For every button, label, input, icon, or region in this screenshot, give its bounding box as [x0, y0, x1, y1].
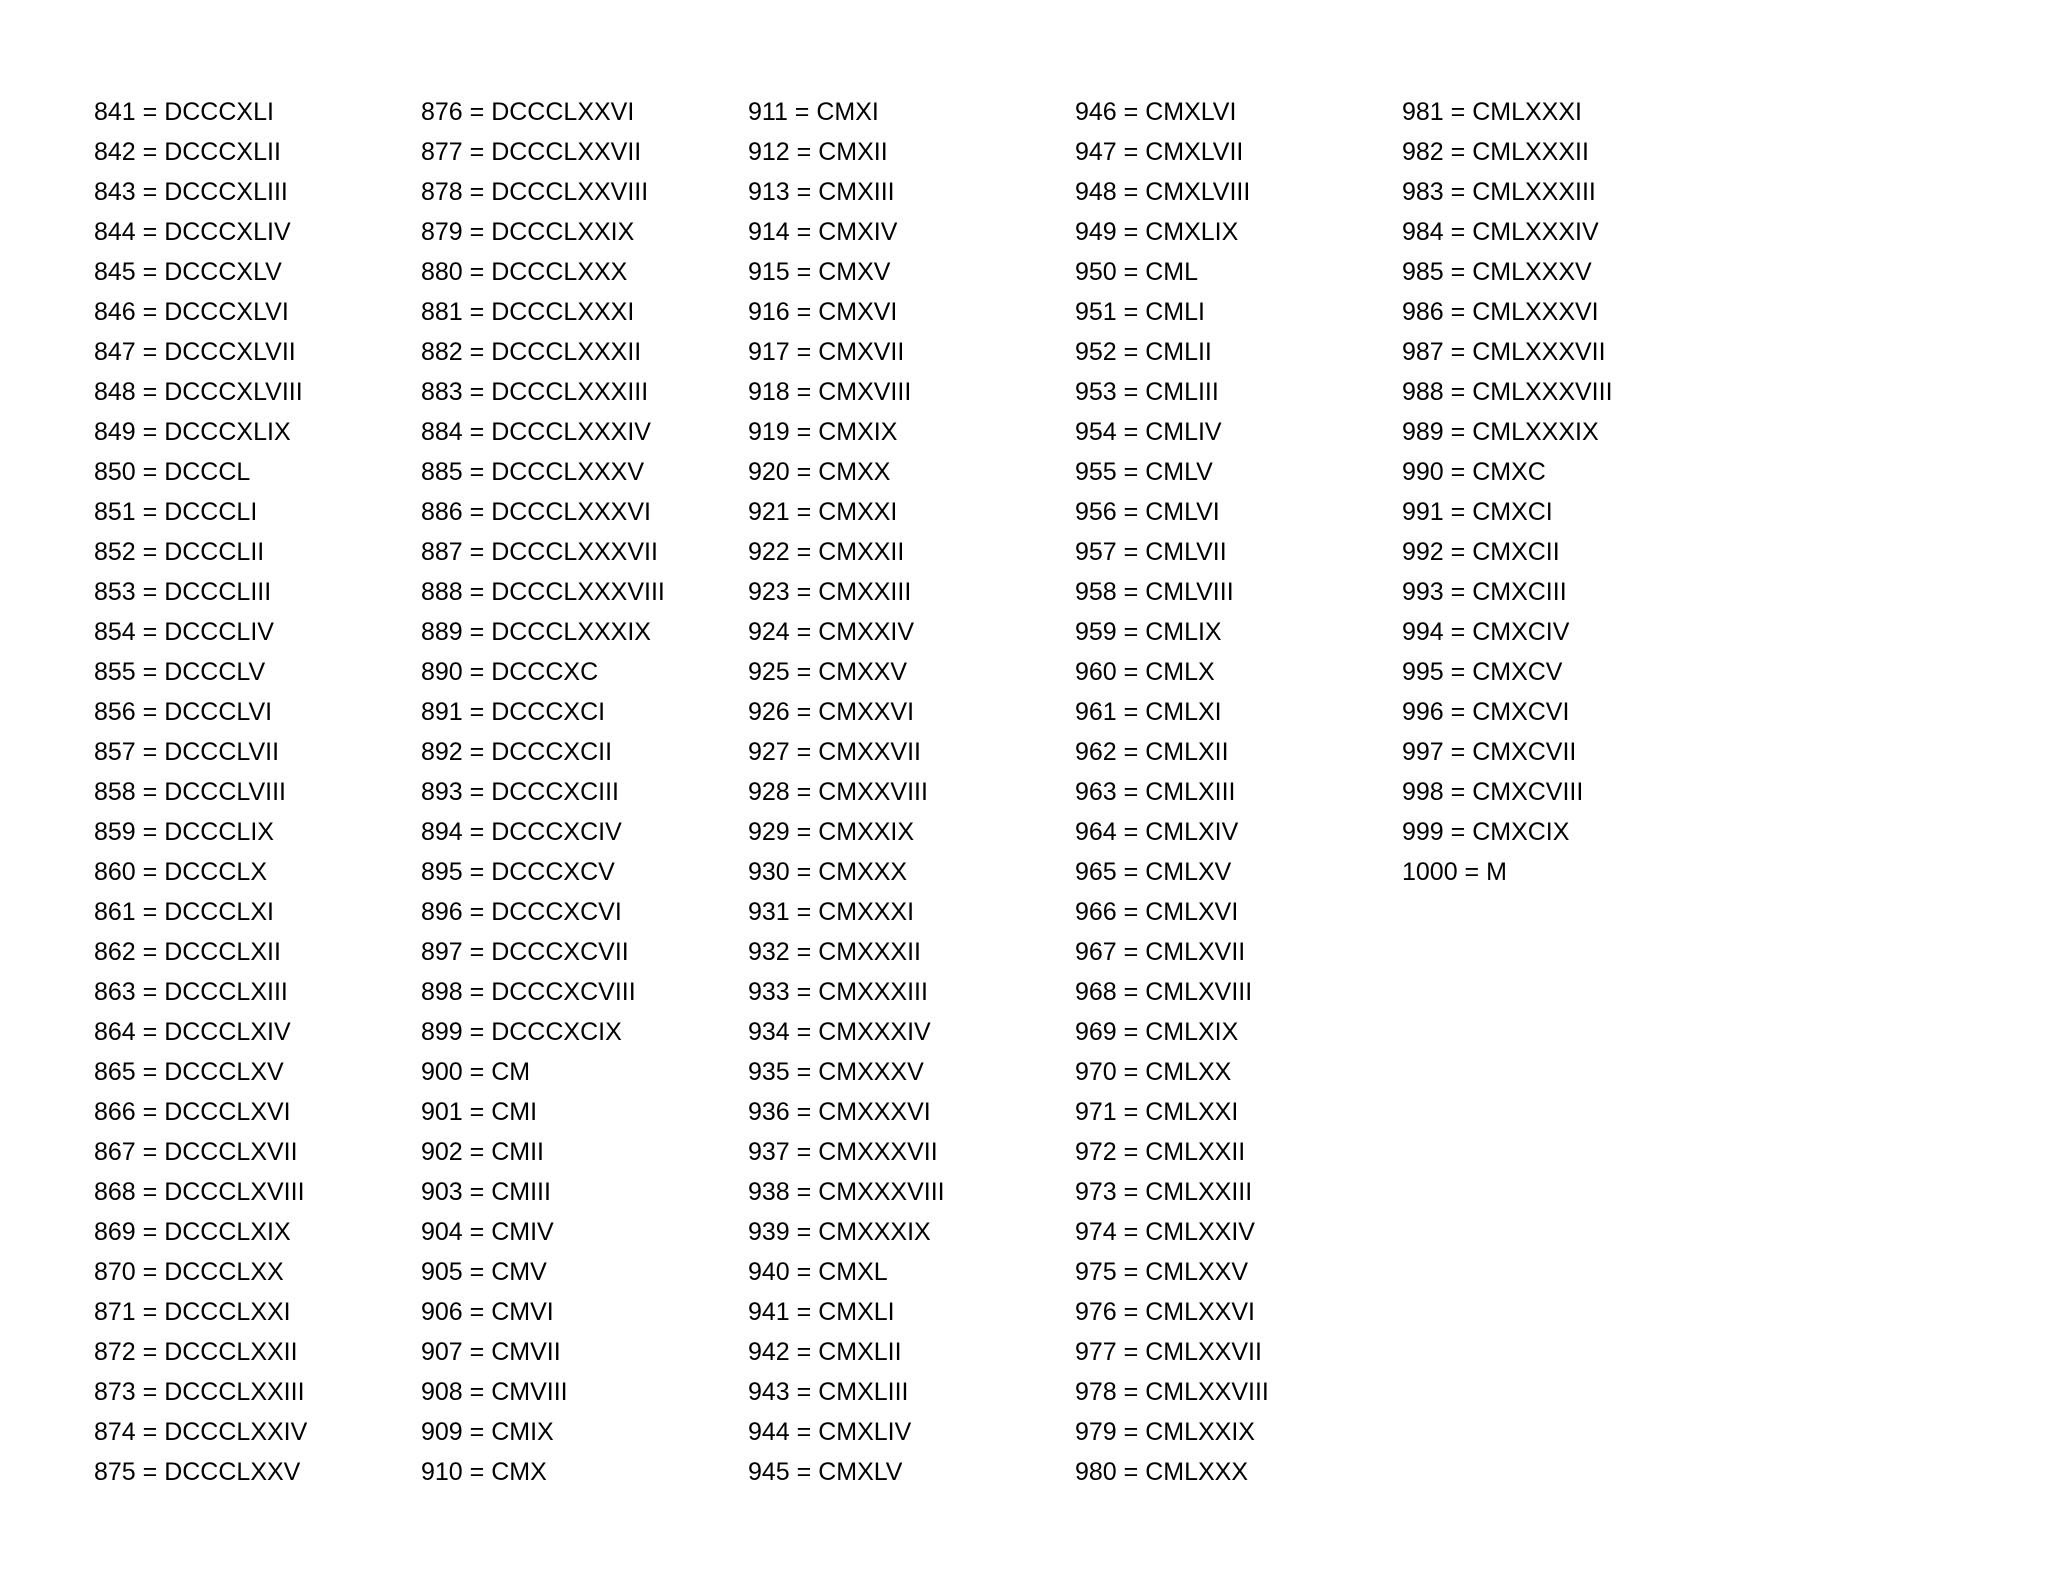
- numeral-entry: 882 = DCCCLXXXII: [421, 338, 642, 366]
- numeral-entry: 976 = CMLXXVI: [1075, 1298, 1255, 1326]
- numeral-entry: 848 = DCCCXLVIII: [94, 378, 303, 406]
- numeral-entry: 905 = CMV: [421, 1258, 547, 1286]
- numeral-entry: 952 = CMLII: [1075, 338, 1212, 366]
- numeral-entry: 844 = DCCCXLIV: [94, 218, 291, 246]
- numeral-entry: 898 = DCCCXCVIII: [421, 978, 636, 1006]
- numeral-entry: 985 = CMLXXXV: [1402, 258, 1592, 286]
- numeral-entry: 988 = CMLXXXVIII: [1402, 378, 1613, 406]
- numeral-entry: 993 = CMXCIII: [1402, 578, 1567, 606]
- numeral-entry: 931 = CMXXXI: [748, 898, 915, 926]
- numeral-entry: 954 = CMLIV: [1075, 418, 1222, 446]
- numeral-entry: 900 = CM: [421, 1058, 531, 1086]
- numeral-entry: 947 = CMXLVII: [1075, 138, 1244, 166]
- numeral-entry: 867 = DCCCLXVII: [94, 1138, 298, 1166]
- numeral-entry: 913 = CMXIII: [748, 178, 895, 206]
- numeral-entry: 932 = CMXXXII: [748, 938, 921, 966]
- numeral-entry: 955 = CMLV: [1075, 458, 1213, 486]
- numeral-entry: 950 = CML: [1075, 258, 1198, 286]
- numeral-entry: 951 = CMLI: [1075, 298, 1205, 326]
- numeral-entry: 987 = CMLXXXVII: [1402, 338, 1606, 366]
- numeral-entry: 850 = DCCCL: [94, 458, 251, 486]
- numeral-entry: 981 = CMLXXXI: [1402, 98, 1582, 126]
- numeral-entry: 921 = CMXXI: [748, 498, 898, 526]
- numeral-entry: 888 = DCCCLXXXVIII: [421, 578, 665, 606]
- numeral-entry: 990 = CMXC: [1402, 458, 1546, 486]
- numeral-entry: 937 = CMXXXVII: [748, 1138, 938, 1166]
- numeral-entry: 924 = CMXXIV: [748, 618, 915, 646]
- numeral-entry: 984 = CMLXXXIV: [1402, 218, 1599, 246]
- numeral-entry: 876 = DCCCLXXVI: [421, 98, 635, 126]
- numeral-entry: 858 = DCCCLVIII: [94, 778, 286, 806]
- numeral-entry: 970 = CMLXX: [1075, 1058, 1232, 1086]
- numeral-entry: 884 = DCCCLXXXIV: [421, 418, 651, 446]
- numeral-entry: 899 = DCCCXCIX: [421, 1018, 622, 1046]
- numeral-entry: 871 = DCCCLXXI: [94, 1298, 291, 1326]
- numeral-entry: 875 = DCCCLXXV: [94, 1458, 301, 1486]
- numeral-entry: 933 = CMXXXIII: [748, 978, 928, 1006]
- numeral-entry: 972 = CMLXXII: [1075, 1138, 1246, 1166]
- numeral-entry: 974 = CMLXXIV: [1075, 1218, 1255, 1246]
- numeral-entry: 855 = DCCCLV: [94, 658, 266, 686]
- numeral-entry: 906 = CMVI: [421, 1298, 554, 1326]
- numeral-entry: 881 = DCCCLXXXI: [421, 298, 635, 326]
- numeral-entry: 957 = CMLVII: [1075, 538, 1227, 566]
- numeral-entry: 944 = CMXLIV: [748, 1418, 912, 1446]
- numeral-entry: 971 = CMLXXI: [1075, 1098, 1239, 1126]
- numeral-entry: 842 = DCCCXLII: [94, 138, 281, 166]
- numeral-entry: 959 = CMLIX: [1075, 618, 1222, 646]
- numeral-entry: 938 = CMXXXVIII: [748, 1178, 945, 1206]
- numeral-entry: 935 = CMXXXV: [748, 1058, 924, 1086]
- numeral-entry: 919 = CMXIX: [748, 418, 898, 446]
- numeral-entry: 862 = DCCCLXII: [94, 938, 281, 966]
- numeral-entry: 977 = CMLXXVII: [1075, 1338, 1262, 1366]
- numeral-entry: 865 = DCCCLXV: [94, 1058, 284, 1086]
- roman-numeral-table: [94, 92, 1729, 1492]
- numeral-entry: 854 = DCCCLIV: [94, 618, 274, 646]
- numeral-entry: 895 = DCCCXCV: [421, 858, 615, 886]
- numeral-column-1: [94, 92, 421, 1492]
- numeral-entry: 887 = DCCCLXXXVII: [421, 538, 658, 566]
- numeral-entry: 934 = CMXXXIV: [748, 1018, 931, 1046]
- numeral-entry: 992 = CMXCII: [1402, 538, 1560, 566]
- numeral-entry: 961 = CMLXI: [1075, 698, 1222, 726]
- numeral-entry: 892 = DCCCXCII: [421, 738, 613, 766]
- numeral-entry: 995 = CMXCV: [1402, 658, 1563, 686]
- numeral-entry: 996 = CMXCVI: [1402, 698, 1570, 726]
- numeral-entry: 917 = CMXVII: [748, 338, 905, 366]
- numeral-entry: 910 = CMX: [421, 1458, 547, 1486]
- numeral-entry: 869 = DCCCLXIX: [94, 1218, 291, 1246]
- numeral-entry: 949 = CMXLIX: [1075, 218, 1239, 246]
- numeral-entry: 936 = CMXXXVI: [748, 1098, 931, 1126]
- numeral-entry: 927 = CMXXVII: [748, 738, 921, 766]
- numeral-entry: 975 = CMLXXV: [1075, 1258, 1249, 1286]
- numeral-entry: 890 = DCCCXC: [421, 658, 599, 686]
- numeral-entry: 989 = CMLXXXIX: [1402, 418, 1599, 446]
- numeral-entry: 916 = CMXVI: [748, 298, 898, 326]
- numeral-entry: 904 = CMIV: [421, 1218, 554, 1246]
- numeral-entry: 918 = CMXVIII: [748, 378, 912, 406]
- numeral-entry: 902 = CMII: [421, 1138, 544, 1166]
- numeral-entry: 962 = CMLXII: [1075, 738, 1229, 766]
- numeral-entry: 941 = CMXLI: [748, 1298, 895, 1326]
- numeral-entry: 856 = DCCCLVI: [94, 698, 273, 726]
- numeral-entry: 845 = DCCCXLV: [94, 258, 282, 286]
- numeral-entry: 991 = CMXCI: [1402, 498, 1553, 526]
- numeral-entry: 925 = CMXXV: [748, 658, 908, 686]
- numeral-entry: 928 = CMXXVIII: [748, 778, 928, 806]
- numeral-entry: 909 = CMIX: [421, 1418, 554, 1446]
- numeral-entry: 879 = DCCCLXXIX: [421, 218, 635, 246]
- numeral-entry: 998 = CMXCVIII: [1402, 778, 1584, 806]
- numeral-entry: 843 = DCCCXLIII: [94, 178, 288, 206]
- numeral-entry: 968 = CMLXVIII: [1075, 978, 1253, 1006]
- numeral-entry: 923 = CMXXIII: [748, 578, 912, 606]
- numeral-entry: 894 = DCCCXCIV: [421, 818, 622, 846]
- numeral-entry: 912 = CMXII: [748, 138, 888, 166]
- numeral-entry: 868 = DCCCLXVIII: [94, 1178, 305, 1206]
- numeral-entry: 880 = DCCCLXXX: [421, 258, 628, 286]
- numeral-column-3: [748, 92, 1075, 1492]
- numeral-entry: 939 = CMXXXIX: [748, 1218, 931, 1246]
- numeral-entry: 966 = CMLXVI: [1075, 898, 1239, 926]
- numeral-entry: 979 = CMLXXIX: [1075, 1418, 1255, 1446]
- numeral-entry: 896 = DCCCXCVI: [421, 898, 622, 926]
- numeral-entry: 940 = CMXL: [748, 1258, 888, 1286]
- numeral-entry: 914 = CMXIV: [748, 218, 898, 246]
- numeral-entry: 980 = CMLXXX: [1075, 1458, 1249, 1486]
- numeral-entry: 859 = DCCCLIX: [94, 818, 274, 846]
- numeral-entry: 891 = DCCCXCI: [421, 698, 606, 726]
- numeral-entry: 852 = DCCCLII: [94, 538, 265, 566]
- numeral-entry: 943 = CMXLIII: [748, 1378, 909, 1406]
- numeral-entry: 860 = DCCCLX: [94, 858, 267, 886]
- numeral-entry: 978 = CMLXXVIII: [1075, 1378, 1269, 1406]
- numeral-entry: 922 = CMXXII: [748, 538, 905, 566]
- numeral-entry: 873 = DCCCLXXIII: [94, 1378, 305, 1406]
- numeral-entry: 930 = CMXXX: [748, 858, 908, 886]
- numeral-entry: 907 = CMVII: [421, 1338, 561, 1366]
- numeral-entry: 863 = DCCCLXIII: [94, 978, 288, 1006]
- numeral-entry: 883 = DCCCLXXXIII: [421, 378, 649, 406]
- numeral-entry: 903 = CMIII: [421, 1178, 551, 1206]
- numeral-column-5: [1402, 92, 1729, 1492]
- numeral-entry: 999 = CMXCIX: [1402, 818, 1570, 846]
- numeral-entry: 893 = DCCCXCIII: [421, 778, 619, 806]
- numeral-entry: 997 = CMXCVII: [1402, 738, 1577, 766]
- numeral-entry: 847 = DCCCXLVII: [94, 338, 296, 366]
- numeral-entry: 889 = DCCCLXXXIX: [421, 618, 651, 646]
- numeral-entry: 911 = CMXI: [748, 98, 879, 126]
- numeral-entry: 946 = CMXLVI: [1075, 98, 1237, 126]
- numeral-entry: 963 = CMLXIII: [1075, 778, 1236, 806]
- numeral-entry: 864 = DCCCLXIV: [94, 1018, 291, 1046]
- numeral-entry: 861 = DCCCLXI: [94, 898, 274, 926]
- numeral-entry: 960 = CMLX: [1075, 658, 1215, 686]
- numeral-entry: 878 = DCCCLXXVIII: [421, 178, 649, 206]
- numeral-entry: 956 = CMLVI: [1075, 498, 1220, 526]
- numeral-entry: 948 = CMXLVIII: [1075, 178, 1251, 206]
- numeral-entry: 908 = CMVIII: [421, 1378, 568, 1406]
- numeral-entry: 983 = CMLXXXIII: [1402, 178, 1596, 206]
- numeral-entry: 926 = CMXXVI: [748, 698, 915, 726]
- numeral-entry: 958 = CMLVIII: [1075, 578, 1234, 606]
- numeral-column-4: [1075, 92, 1402, 1492]
- numeral-entry: 851 = DCCCLI: [94, 498, 258, 526]
- numeral-entry: 877 = DCCCLXXVII: [421, 138, 642, 166]
- numeral-entry: 965 = CMLXV: [1075, 858, 1232, 886]
- numeral-entry: 1000 = M: [1402, 858, 1507, 886]
- numeral-entry: 964 = CMLXIV: [1075, 818, 1239, 846]
- numeral-entry: 886 = DCCCLXXXVI: [421, 498, 651, 526]
- numeral-entry: 945 = CMXLV: [748, 1458, 903, 1486]
- numeral-entry: 841 = DCCCXLI: [94, 98, 274, 126]
- numeral-entry: 915 = CMXV: [748, 258, 891, 286]
- numeral-entry: 857 = DCCCLVII: [94, 738, 280, 766]
- numeral-entry: 897 = DCCCXCVII: [421, 938, 629, 966]
- numeral-entry: 969 = CMLXIX: [1075, 1018, 1239, 1046]
- numeral-entry: 920 = CMXX: [748, 458, 891, 486]
- numeral-entry: 994 = CMXCIV: [1402, 618, 1570, 646]
- numeral-entry: 986 = CMLXXXVI: [1402, 298, 1599, 326]
- numeral-entry: 866 = DCCCLXVI: [94, 1098, 291, 1126]
- numeral-entry: 874 = DCCCLXXIV: [94, 1418, 308, 1446]
- numeral-entry: 849 = DCCCXLIX: [94, 418, 291, 446]
- numeral-entry: 901 = CMI: [421, 1098, 538, 1126]
- numeral-column-2: [421, 92, 748, 1492]
- numeral-entry: 967 = CMLXVII: [1075, 938, 1246, 966]
- numeral-entry: 982 = CMLXXXII: [1402, 138, 1589, 166]
- numeral-entry: 942 = CMXLII: [748, 1338, 902, 1366]
- numeral-entry: 885 = DCCCLXXXV: [421, 458, 645, 486]
- numeral-entry: 872 = DCCCLXXII: [94, 1338, 298, 1366]
- numeral-entry: 853 = DCCCLIII: [94, 578, 272, 606]
- numeral-entry: 846 = DCCCXLVI: [94, 298, 289, 326]
- numeral-entry: 973 = CMLXXIII: [1075, 1178, 1253, 1206]
- numeral-entry: 953 = CMLIII: [1075, 378, 1219, 406]
- numeral-entry: 929 = CMXXIX: [748, 818, 915, 846]
- numeral-entry: 870 = DCCCLXX: [94, 1258, 284, 1286]
